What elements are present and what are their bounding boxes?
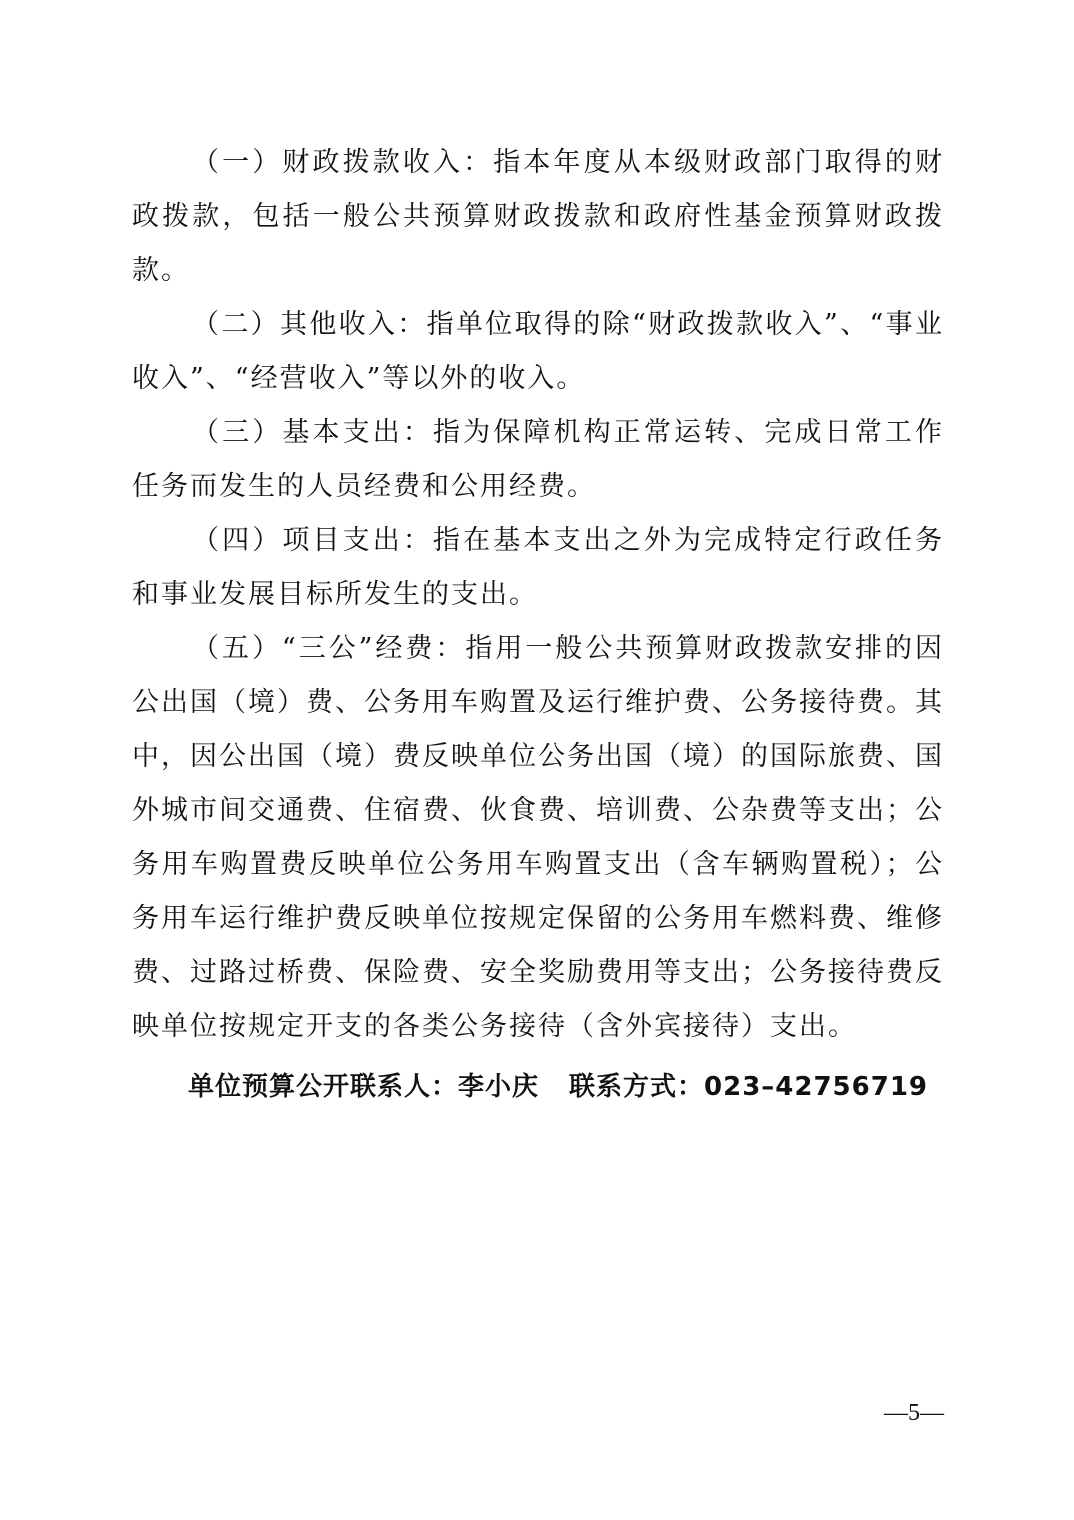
paragraph-basic-expenditure: （三）基本支出：指为保障机构正常运转、完成日常工作任务而发生的人员经费和公用经费。 <box>132 417 944 502</box>
contact-person: 单位预算公开联系人：李小庆 <box>188 1072 540 1102</box>
paragraph-fiscal-appropriation-income: （一）财政拨款收入：指本年度从本级财政部门取得的财政拨款，包括一般公共预算财政拨款和政府性基金预算财政拨款。 <box>132 147 944 286</box>
page-number: —5— <box>884 1400 944 1426</box>
contact-method: 联系方式：023–42756719 <box>569 1072 929 1102</box>
paragraph-other-income: （二）其他收入：指单位取得的除“财政拨款收入”、“事业收入”、“经营收入”等以外的收入。 <box>132 309 944 394</box>
contact-line <box>132 1060 944 1114</box>
paragraph-project-expenditure: （四）项目支出：指在基本支出之外为完成特定行政任务和事业发展目标所发生的支出。 <box>132 525 944 610</box>
paragraph-three-public-expenses: （五）“三公”经费：指用一般公共预算财政拨款安排的因公出国（境）费、公务用车购置及运行维护费、公务接待费。其中，因公出国（境）费反映单位公务出国（境）的国际旅费、国外城市间交通费、住宿费、伙食费、培训费、公杂费等支出；公务用车购置费反映单位公务用车购置支出（含车辆购置税）；公务用车运行维护费反映单位按规定保留的公务用车燃料费、维修费、过路过桥费、保险费、安全奖励费用等支出；公务接待费反映单位按规定开支的各类公务接待（含外宾接待）支出。 <box>132 633 944 1042</box>
document-body <box>132 136 944 1114</box>
